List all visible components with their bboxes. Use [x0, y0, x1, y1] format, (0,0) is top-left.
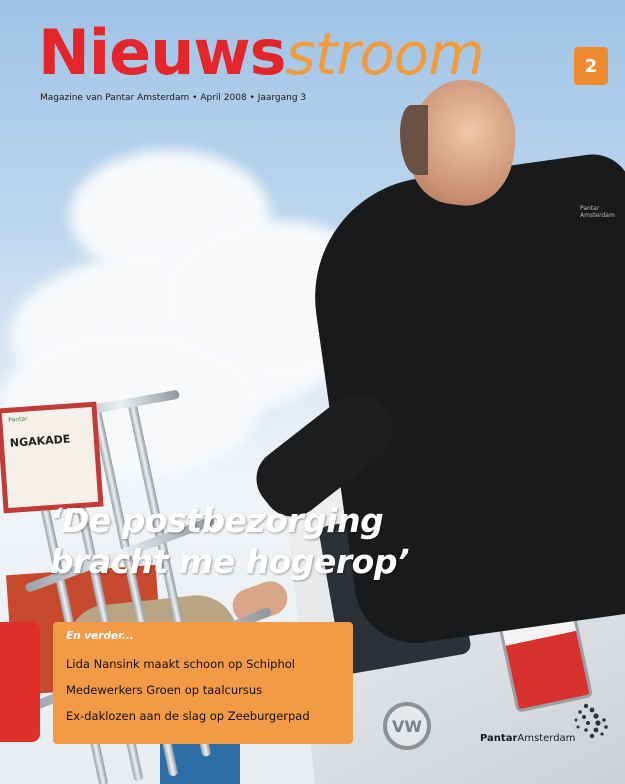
contents-heading: En verder... [66, 630, 134, 642]
red-accent-tab [0, 622, 40, 742]
jacket-logo-text: Pantar Amsterdam [580, 205, 615, 219]
brand-name-regular: Amsterdam [517, 733, 576, 744]
headline-line-1: ‘De postbezorging [50, 501, 384, 540]
contents-item: Lida Nansink maakt schoon op Schiphol [66, 657, 295, 671]
masthead-title-bold: Nieuws [38, 16, 286, 89]
cover-headline [50, 500, 480, 582]
location-sign [0, 402, 104, 514]
masthead-title [38, 16, 484, 89]
issue-number-badge: 2 [574, 47, 608, 85]
contents-item: Medewerkers Groen op taalcursus [66, 683, 263, 697]
sign-logo-text: Pantar [8, 415, 28, 424]
masthead-subline: Magazine van Pantar Amsterdam • April 2008 • Jaargang 3 [40, 93, 307, 103]
brand-name-bold: Pantar [480, 733, 518, 744]
vw-logo-text: VW [391, 716, 423, 736]
headline-line-2: bracht me hogerop’ [50, 542, 410, 581]
contents-item: Ex-daklozen aan de slag op Zeeburgerpad [66, 709, 310, 723]
masthead-title-italic: stroom [285, 20, 484, 88]
vw-logo-icon [383, 702, 431, 750]
pantar-brand [480, 733, 575, 744]
sign-text: NGAKADE [9, 432, 71, 450]
